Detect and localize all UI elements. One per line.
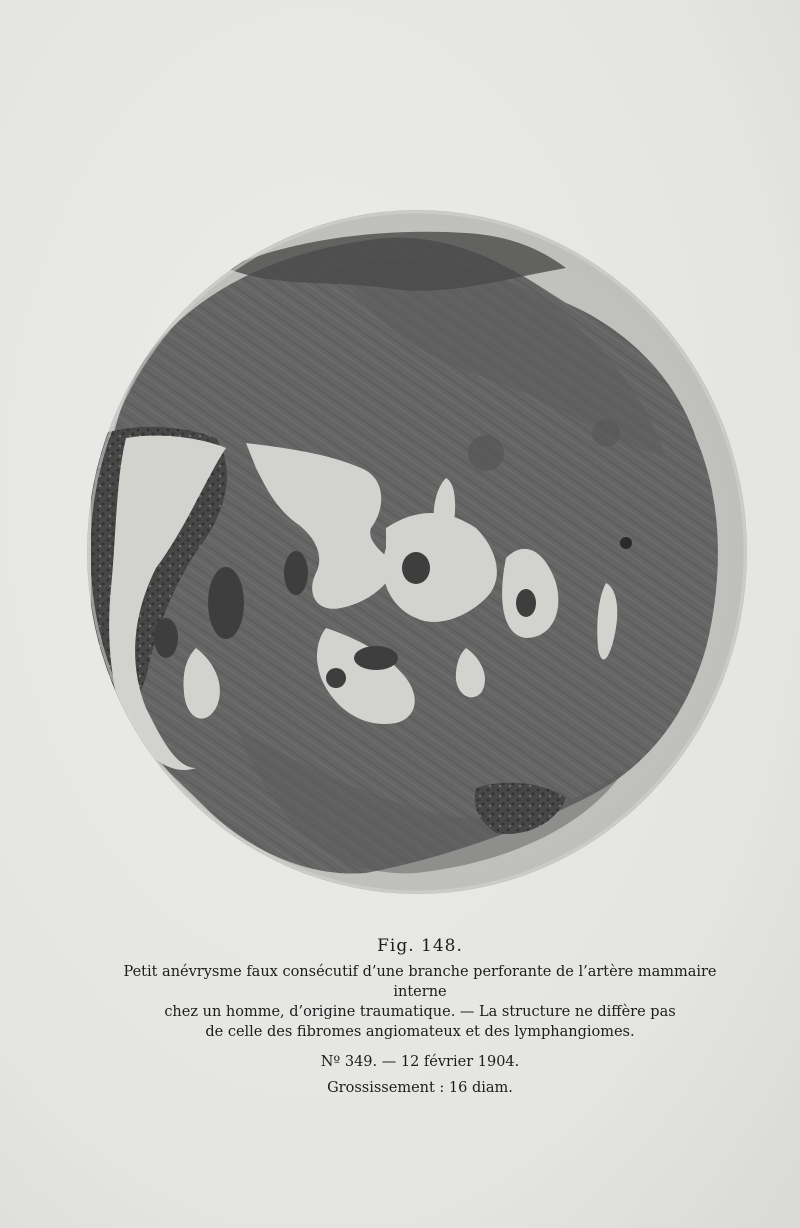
magnification: Grossissement : 16 diam. — [327, 1080, 513, 1096]
micrograph-plate — [86, 208, 748, 896]
specimen-number: Nº 349. — 12 février 1904. — [320, 1054, 520, 1070]
caption-line-2: chez un homme, d’origine traumatique. — La structure ne diffère pas — [164, 1004, 676, 1020]
figure-label: Fig. 148. — [377, 936, 463, 956]
figure-caption — [100, 936, 740, 1098]
caption-line-3: de celle des fibromes angiomateux et des lymphangiomes. — [205, 1024, 635, 1040]
caption-line-1: Petit anévrysme faux consécutif d’une branche perforante de l’artère mammaire interne — [123, 964, 717, 1000]
micrograph-image — [86, 208, 748, 896]
